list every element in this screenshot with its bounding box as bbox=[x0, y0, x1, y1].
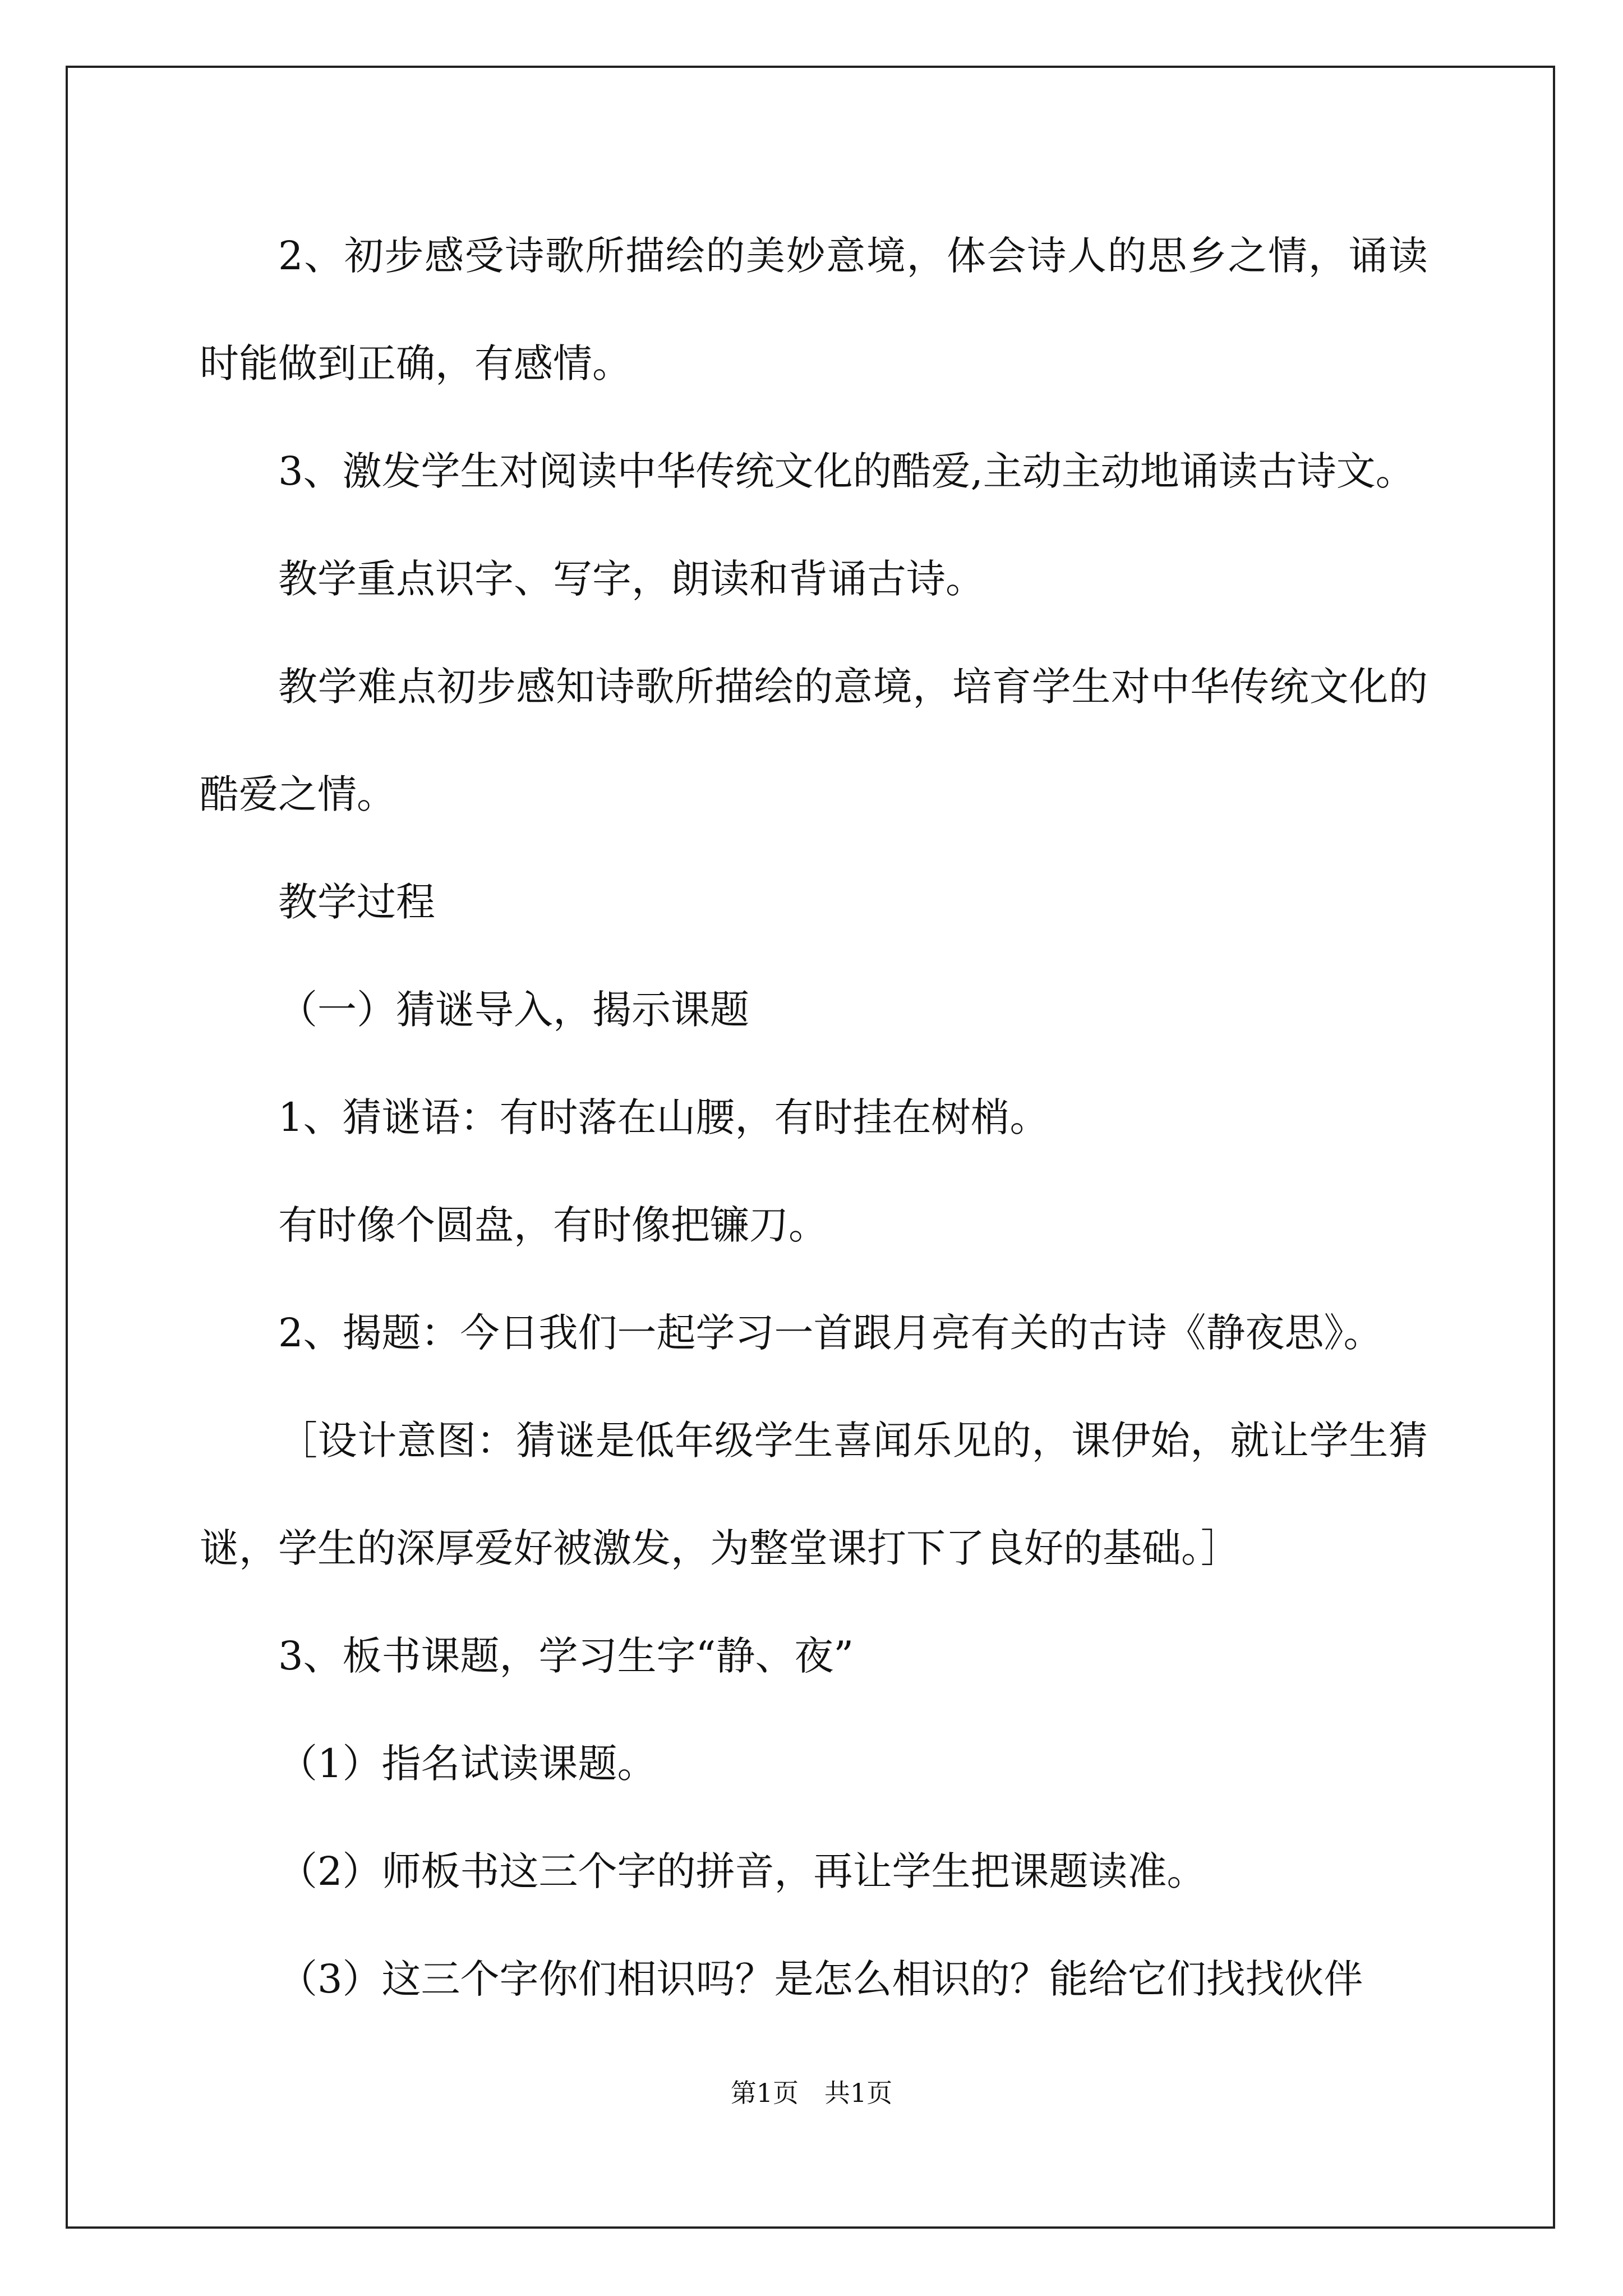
paragraph: 有时像个圆盘，有时像把镰刀。 bbox=[278, 1202, 828, 1248]
paragraph: （3）这三个字你们相识吗？是怎么相识的？能给它们找找伙伴 bbox=[278, 1956, 1363, 2002]
paragraph: 3、板书课题，学习生字“静、夜” bbox=[278, 1633, 854, 1679]
paragraph: 2、初步感受诗歌所描绘的美妙意境，体会诗人的思乡之情，诵读时能做到正确，有感情。 bbox=[200, 233, 1428, 386]
page-footer: 第1页 共1页 bbox=[730, 2078, 893, 2108]
section-subheading: （一）猜谜导入，揭示课题 bbox=[278, 987, 749, 1033]
paragraph: 教学重点识字、写字，朗读和背诵古诗。 bbox=[278, 556, 985, 602]
document-body bbox=[200, 202, 1428, 2033]
design-intent-note: ［设计意图：猜谜是低年级学生喜闻乐见的，课伊始，就让学生猜谜，学生的深厚爱好被激发，为整堂课打下了良好的基础。］ bbox=[200, 1418, 1428, 1571]
paragraph: （1）指名试读课题。 bbox=[278, 1741, 657, 1787]
paragraph: 教学难点初步感知诗歌所描绘的意境，培育学生对中华传统文化的酷爱之情。 bbox=[200, 664, 1428, 817]
section-heading: 教学过程 bbox=[278, 879, 435, 925]
paragraph: 3、激发学生对阅读中华传统文化的酷爱,主动主动地诵读古诗文。 bbox=[278, 448, 1415, 494]
paragraph: （2）师板书这三个字的拼音，再让学生把课题读准。 bbox=[278, 1848, 1206, 1894]
paragraph: 1、猜谜语：有时落在山腰，有时挂在树梢。 bbox=[278, 1094, 1049, 1140]
paragraph: 2、揭题：今日我们一起学习一首跟月亮有关的古诗《静夜思》。 bbox=[278, 1310, 1383, 1356]
